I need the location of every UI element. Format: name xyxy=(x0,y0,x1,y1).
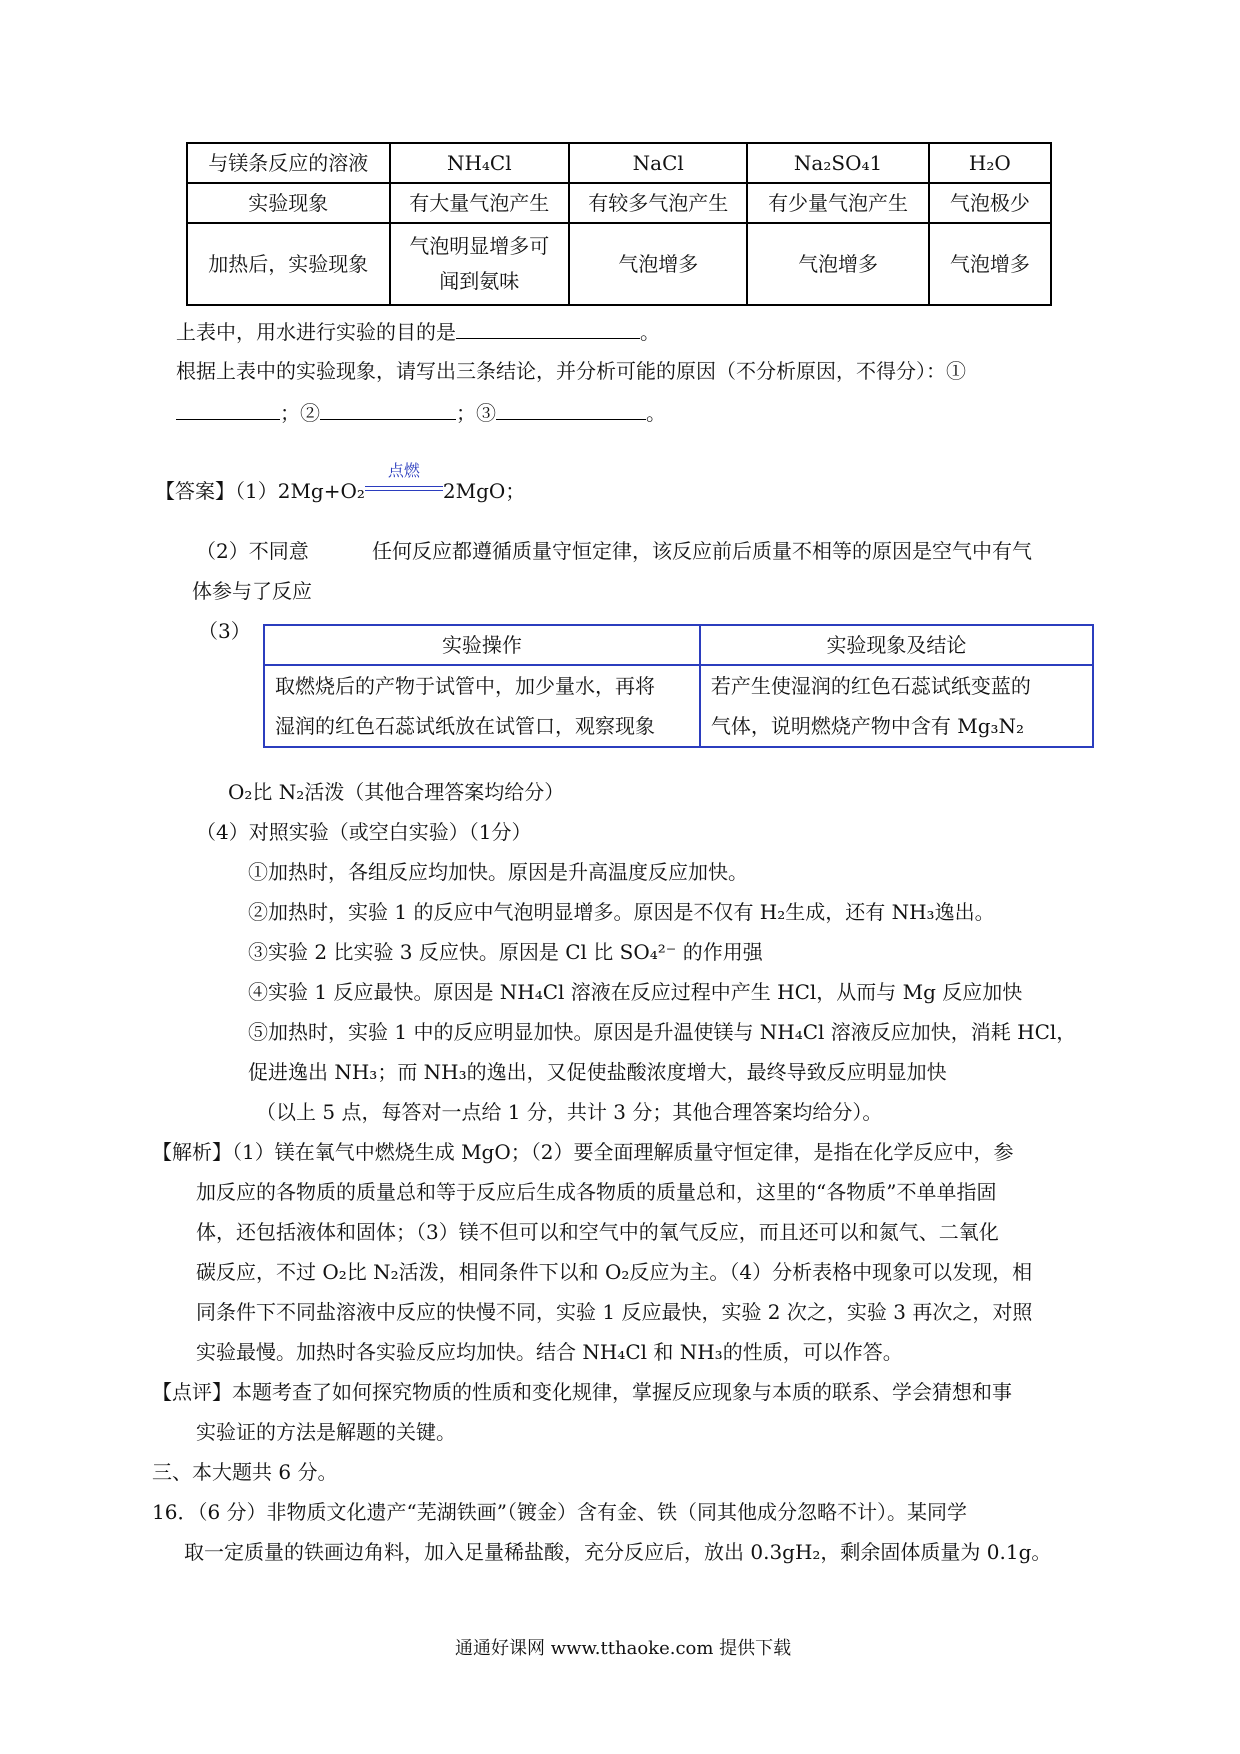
answer-part4-note: （以上 5 点，每答对一点给 1 分，共计 3 分；其他合理答案均给分）。 xyxy=(256,1100,883,1124)
answer-part4-item: ⑤加热时，实验 1 中的反应明显加快。原因是升温使镁与 NH₄Cl 溶液反应加快，消耗 HCl， xyxy=(248,1020,1077,1044)
table-cell: 气泡增多 xyxy=(569,223,747,305)
table-cell: 气泡增多 xyxy=(747,223,928,305)
table-header-row xyxy=(264,625,1093,665)
answer-blank xyxy=(320,399,456,420)
table-cell: 气泡增多 xyxy=(929,223,1051,305)
question-text: 。 xyxy=(646,401,666,425)
analysis-line: 【解析】（1）镁在氧气中燃烧生成 MgO；（2）要全面理解质量守恒定律，是指在化学反应中，参 xyxy=(152,1140,1014,1164)
answer-part2-line2: 体参与了反应 xyxy=(192,579,312,603)
table-cell: 有大量气泡产生 xyxy=(390,183,569,223)
question-16-line1: 16．（6 分）非物质文化遗产“芜湖铁画”（镀金）含有金、铁（同其他成分忽略不计）。某同学 xyxy=(152,1500,967,1524)
reaction-condition xyxy=(365,461,443,498)
answer-part3-label: （3） xyxy=(198,619,251,643)
table-cell: 实验现象 xyxy=(187,183,390,223)
cell-line: 湿润的红色石蕊试纸放在试管口，观察现象 xyxy=(275,714,655,738)
section-heading: 三、本大题共 6 分。 xyxy=(152,1460,338,1484)
question-16-line2: 取一定质量的铁画边角料，加入足量稀盐酸，充分反应后，放出 0.3gH₂，剩余固体质量为 0.1g。 xyxy=(184,1540,1052,1564)
analysis-line: 碳反应，不过 O₂比 N₂活泼，相同条件下以和 O₂反应为主。（4）分析表格中现象可以发现，相 xyxy=(196,1260,1033,1284)
answer-part2-label: （2）不同意 xyxy=(196,539,309,563)
equation-text: （1）2Mg+O₂ xyxy=(235,479,365,503)
equals-line xyxy=(365,490,443,491)
cell-line: 气泡明显增多可 xyxy=(409,234,550,258)
table-cell xyxy=(700,665,1093,747)
table-cell: NH₄Cl xyxy=(390,143,569,183)
cell-line: 闻到氨味 xyxy=(439,269,520,293)
experiment-table xyxy=(186,142,1052,306)
answer-part4-item: ④实验 1 反应最快。原因是 NH₄Cl 溶液在反应过程中产生 HCl，从而与 Mg 反应加快 xyxy=(248,980,1023,1004)
answer-part4-item: ①加热时，各组反应均加快。原因是升高温度反应加快。 xyxy=(248,860,748,884)
table-cell: Na₂SO₄1 xyxy=(747,143,928,183)
answer-blank xyxy=(456,318,640,339)
answer-part4-item: ③实验 2 比实验 3 反应快。原因是 Cl 比 SO₄²⁻ 的作用强 xyxy=(248,940,763,964)
table-cell: 有少量气泡产生 xyxy=(747,183,928,223)
analysis-line: 体，还包括液体和固体；（3）镁不但可以和空气中的氧气反应，而且还可以和氮气、二氧化 xyxy=(196,1220,999,1244)
comment-line: 【点评】本题考查了如何探究物质的性质和变化规律，掌握反应现象与本质的联系、学会猜想和事 xyxy=(152,1380,1012,1404)
equals-line xyxy=(365,486,443,487)
table-header-row xyxy=(187,143,1051,183)
answer-tag: 【答案】 xyxy=(155,479,235,503)
answer-part4-label: （4）对照实验（或空白实验）（1分） xyxy=(196,820,532,844)
answer-table xyxy=(263,624,1094,748)
table-cell xyxy=(264,665,700,747)
cell-line: 取燃烧后的产物于试管中，加少量水，再将 xyxy=(275,674,655,698)
analysis-line: 加反应的各物质的质量总和等于反应后生成各物质的质量总和，这里的“各物质”不单单指固 xyxy=(196,1180,997,1204)
answer-blank xyxy=(496,399,646,420)
page-footer: 通通好课网 www.tthaoke.com 提供下载 xyxy=(455,1638,792,1659)
comment-line: 实验证的方法是解题的关键。 xyxy=(196,1420,456,1444)
table-cell: 与镁条反应的溶液 xyxy=(187,143,390,183)
question-text: ；③ xyxy=(456,401,496,425)
answer-part4-item: ②加热时，实验 1 的反应中气泡明显增多。原因是不仅有 H₂生成，还有 NH₃逸出。 xyxy=(248,900,995,924)
cell-line: 气体，说明燃烧产物中含有 Mg₃N₂ xyxy=(710,714,1025,738)
condition-label: 点燃 xyxy=(387,461,420,480)
table-cell: H₂O xyxy=(929,143,1051,183)
table-row xyxy=(187,223,1051,305)
question-conclusion: 根据上表中的实验现象，请写出三条结论，并分析可能的原因（不分析原因，不得分）：① xyxy=(176,359,966,383)
table-cell: 加热后，实验现象 xyxy=(187,223,390,305)
table-cell: 有较多气泡产生 xyxy=(569,183,747,223)
question-water-purpose xyxy=(176,316,660,345)
question-text: 上表中，用水进行实验的目的是 xyxy=(176,320,456,344)
table-cell: 实验现象及结论 xyxy=(700,625,1093,665)
table-row xyxy=(187,183,1051,223)
analysis-line: 同条件下不同盐溶液中反应的快慢不同，实验 1 反应最快，实验 2 次之，实验 3 再次之，对照 xyxy=(196,1300,1033,1324)
question-conclusion-blanks xyxy=(176,397,666,426)
table-cell: 气泡极少 xyxy=(929,183,1051,223)
answer-blank xyxy=(176,399,280,420)
analysis-line: 实验最慢。加热时各实验反应均加快。结合 NH₄Cl 和 NH₃的性质，可以作答。 xyxy=(196,1340,903,1364)
table-cell xyxy=(390,223,569,305)
answer-part2-line1: 任何反应都遵循质量守恒定律，该反应前后质量不相等的原因是空气中有气 xyxy=(372,539,1032,563)
equation-text: 2MgO； xyxy=(442,479,526,503)
table-row xyxy=(264,665,1093,747)
answer-o2-line: O₂比 N₂活泼（其他合理答案均给分） xyxy=(228,780,565,804)
table-cell: NaCl xyxy=(569,143,747,183)
cell-line: 若产生使湿润的红色石蕊试纸变蓝的 xyxy=(710,674,1031,698)
table-cell: 实验操作 xyxy=(264,625,700,665)
answer-part1 xyxy=(155,461,526,504)
answer-part4-item: 促进逸出 NH₃；而 NH₃的逸出，又促使盐酸浓度增大，最终导致反应明显加快 xyxy=(248,1060,947,1084)
question-text: ；② xyxy=(280,401,320,425)
question-text: 。 xyxy=(640,320,660,344)
